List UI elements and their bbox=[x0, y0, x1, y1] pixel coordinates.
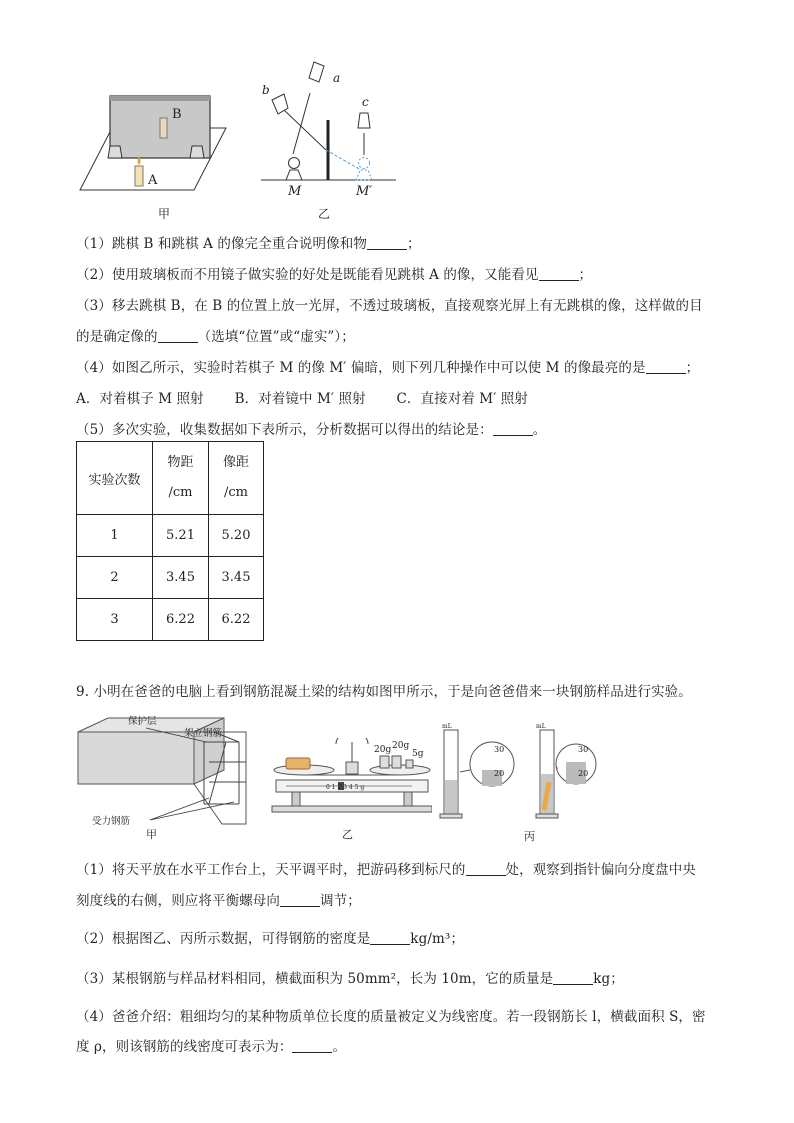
caption-yi: 乙 bbox=[318, 207, 331, 221]
table-cell: 1 bbox=[77, 515, 153, 557]
table-cell: 3 bbox=[77, 599, 153, 641]
label-weight-20g-b: 20g bbox=[392, 741, 410, 751]
table-row bbox=[77, 599, 264, 641]
label-weight-20g-a: 20g bbox=[374, 745, 392, 755]
q8-options bbox=[76, 387, 528, 407]
q8-part5: （5）多次实验，收集数据如下表所示，分析数据可以得出的结论是： 。 bbox=[76, 422, 547, 438]
q8-part2: （2）使用玻璃板而不用镜子做实验的好处是既能看见跳棋 A 的像，又能看见 ； bbox=[76, 267, 593, 283]
table-row bbox=[77, 515, 264, 557]
caption-jia: 甲 bbox=[158, 207, 171, 221]
table-header: 物距 /cm bbox=[153, 442, 209, 515]
answer-blank[interactable] bbox=[493, 423, 533, 436]
option-c[interactable]: C．直接对着 M′ 照射 bbox=[396, 391, 528, 407]
table-cell: 5.20 bbox=[209, 515, 264, 557]
answer-blank[interactable] bbox=[646, 361, 686, 374]
label-ml-1: mL bbox=[442, 723, 452, 730]
label-B: B bbox=[172, 107, 182, 122]
q8-part1: （1）跳棋 B 和跳棋 A 的像完全重合说明像和物 ； bbox=[76, 236, 421, 252]
label-force-rebar: 受力钢筋 bbox=[92, 816, 131, 827]
q9-part1-cont: 刻度线的右侧，则应将平衡螺母向 调节； bbox=[76, 893, 361, 909]
figure-balance-yi bbox=[262, 738, 432, 842]
q9-part4-cont: 度 ρ，则该钢筋的线密度可表示为： 。 bbox=[76, 1039, 347, 1055]
q9-stem: 9. 小明在爸爸的电脑上看到钢筋混凝土梁的结构如图甲所示，于是向爸爸借来一块钢筋样品进行实验。 bbox=[76, 684, 692, 700]
label-ruler: 0 1 2 3 4 5 g bbox=[326, 784, 365, 791]
table-cell: 6.22 bbox=[209, 599, 264, 641]
q9-part2: （2）根据图乙、丙所示数据，可得钢筋的密度是 kg/m³； bbox=[76, 931, 464, 947]
answer-blank[interactable] bbox=[539, 268, 579, 281]
table-header: 像距 /cm bbox=[209, 442, 264, 515]
caption-yi-9: 乙 bbox=[342, 828, 353, 841]
label-c: c bbox=[362, 95, 369, 109]
option-a[interactable]: A．对着棋子 M 照射 bbox=[76, 391, 204, 407]
table-cell: 5.21 bbox=[153, 515, 209, 557]
label-c2-bot: 20 bbox=[578, 769, 589, 778]
answer-blank[interactable] bbox=[292, 1040, 332, 1053]
answer-blank[interactable] bbox=[553, 972, 593, 985]
table-row bbox=[77, 557, 264, 599]
caption-bing: 丙 bbox=[524, 830, 535, 843]
table-cell: 3.45 bbox=[209, 557, 264, 599]
option-b[interactable]: B．对着镜中 M′ 照射 bbox=[234, 391, 366, 407]
table-cell: 3.45 bbox=[153, 557, 209, 599]
label-stand-rebar: 架立钢筋 bbox=[184, 728, 223, 739]
table-cell: 6.22 bbox=[153, 599, 209, 641]
q9-part3: （3）某根钢筋与样品材料相同，横截面积为 50mm²，长为 10m，它的质量是 kg； bbox=[76, 971, 624, 987]
label-A: A bbox=[148, 173, 158, 188]
label-c2-top: 30 bbox=[578, 745, 589, 754]
q9-part4: （4）爸爸介绍：粗细均匀的某种物质单位长度的质量被定义为线密度。若一段钢筋长 l，横截面积 S，密 bbox=[76, 1009, 706, 1025]
label-a: a bbox=[333, 71, 341, 85]
q8-part4: （4）如图乙所示，实验时若棋子 M 的像 M′ 偏暗，则下列几种操作中可以使 M 的像最亮的是 ； bbox=[76, 360, 700, 376]
figure-mirror-setup-jia bbox=[74, 88, 244, 223]
figure-cylinders-bing bbox=[436, 722, 598, 844]
q8-part3-cont: 的是确定像的 （选填“位置”或“虚实”）； bbox=[76, 329, 355, 345]
q9-part1: （1）将天平放在水平工作台上，天平调平时，把游码移到标尺的 处，观察到指针偏向分度盘中央 bbox=[76, 862, 696, 878]
label-c1-bot: 20 bbox=[494, 769, 505, 778]
data-table bbox=[76, 441, 264, 641]
table-header: 实验次数 bbox=[77, 442, 153, 515]
answer-blank[interactable] bbox=[367, 237, 407, 250]
answer-blank[interactable] bbox=[158, 330, 198, 343]
figure-mirror-light-yi bbox=[256, 58, 406, 223]
q8-part3: （3）移去跳棋 B，在 B 的位置上放一光屏，不透过玻璃板，直接观察光屏上有无跳棋的像，这样做的目 bbox=[76, 298, 703, 314]
caption-jia-9: 甲 bbox=[146, 828, 157, 841]
label-M-prime: M′ bbox=[356, 184, 373, 199]
label-weight-5g: 5g bbox=[412, 749, 424, 759]
label-ml-2: mL bbox=[536, 723, 546, 730]
label-c1-top: 30 bbox=[494, 745, 505, 754]
answer-blank[interactable] bbox=[370, 932, 410, 945]
label-b: b bbox=[262, 83, 270, 97]
table-cell: 2 bbox=[77, 557, 153, 599]
label-protect-layer: 保护层 bbox=[128, 716, 157, 727]
answer-blank[interactable] bbox=[466, 863, 506, 876]
answer-blank[interactable] bbox=[280, 894, 320, 907]
figure-beam-jia bbox=[74, 712, 252, 842]
label-M: M bbox=[288, 184, 302, 199]
